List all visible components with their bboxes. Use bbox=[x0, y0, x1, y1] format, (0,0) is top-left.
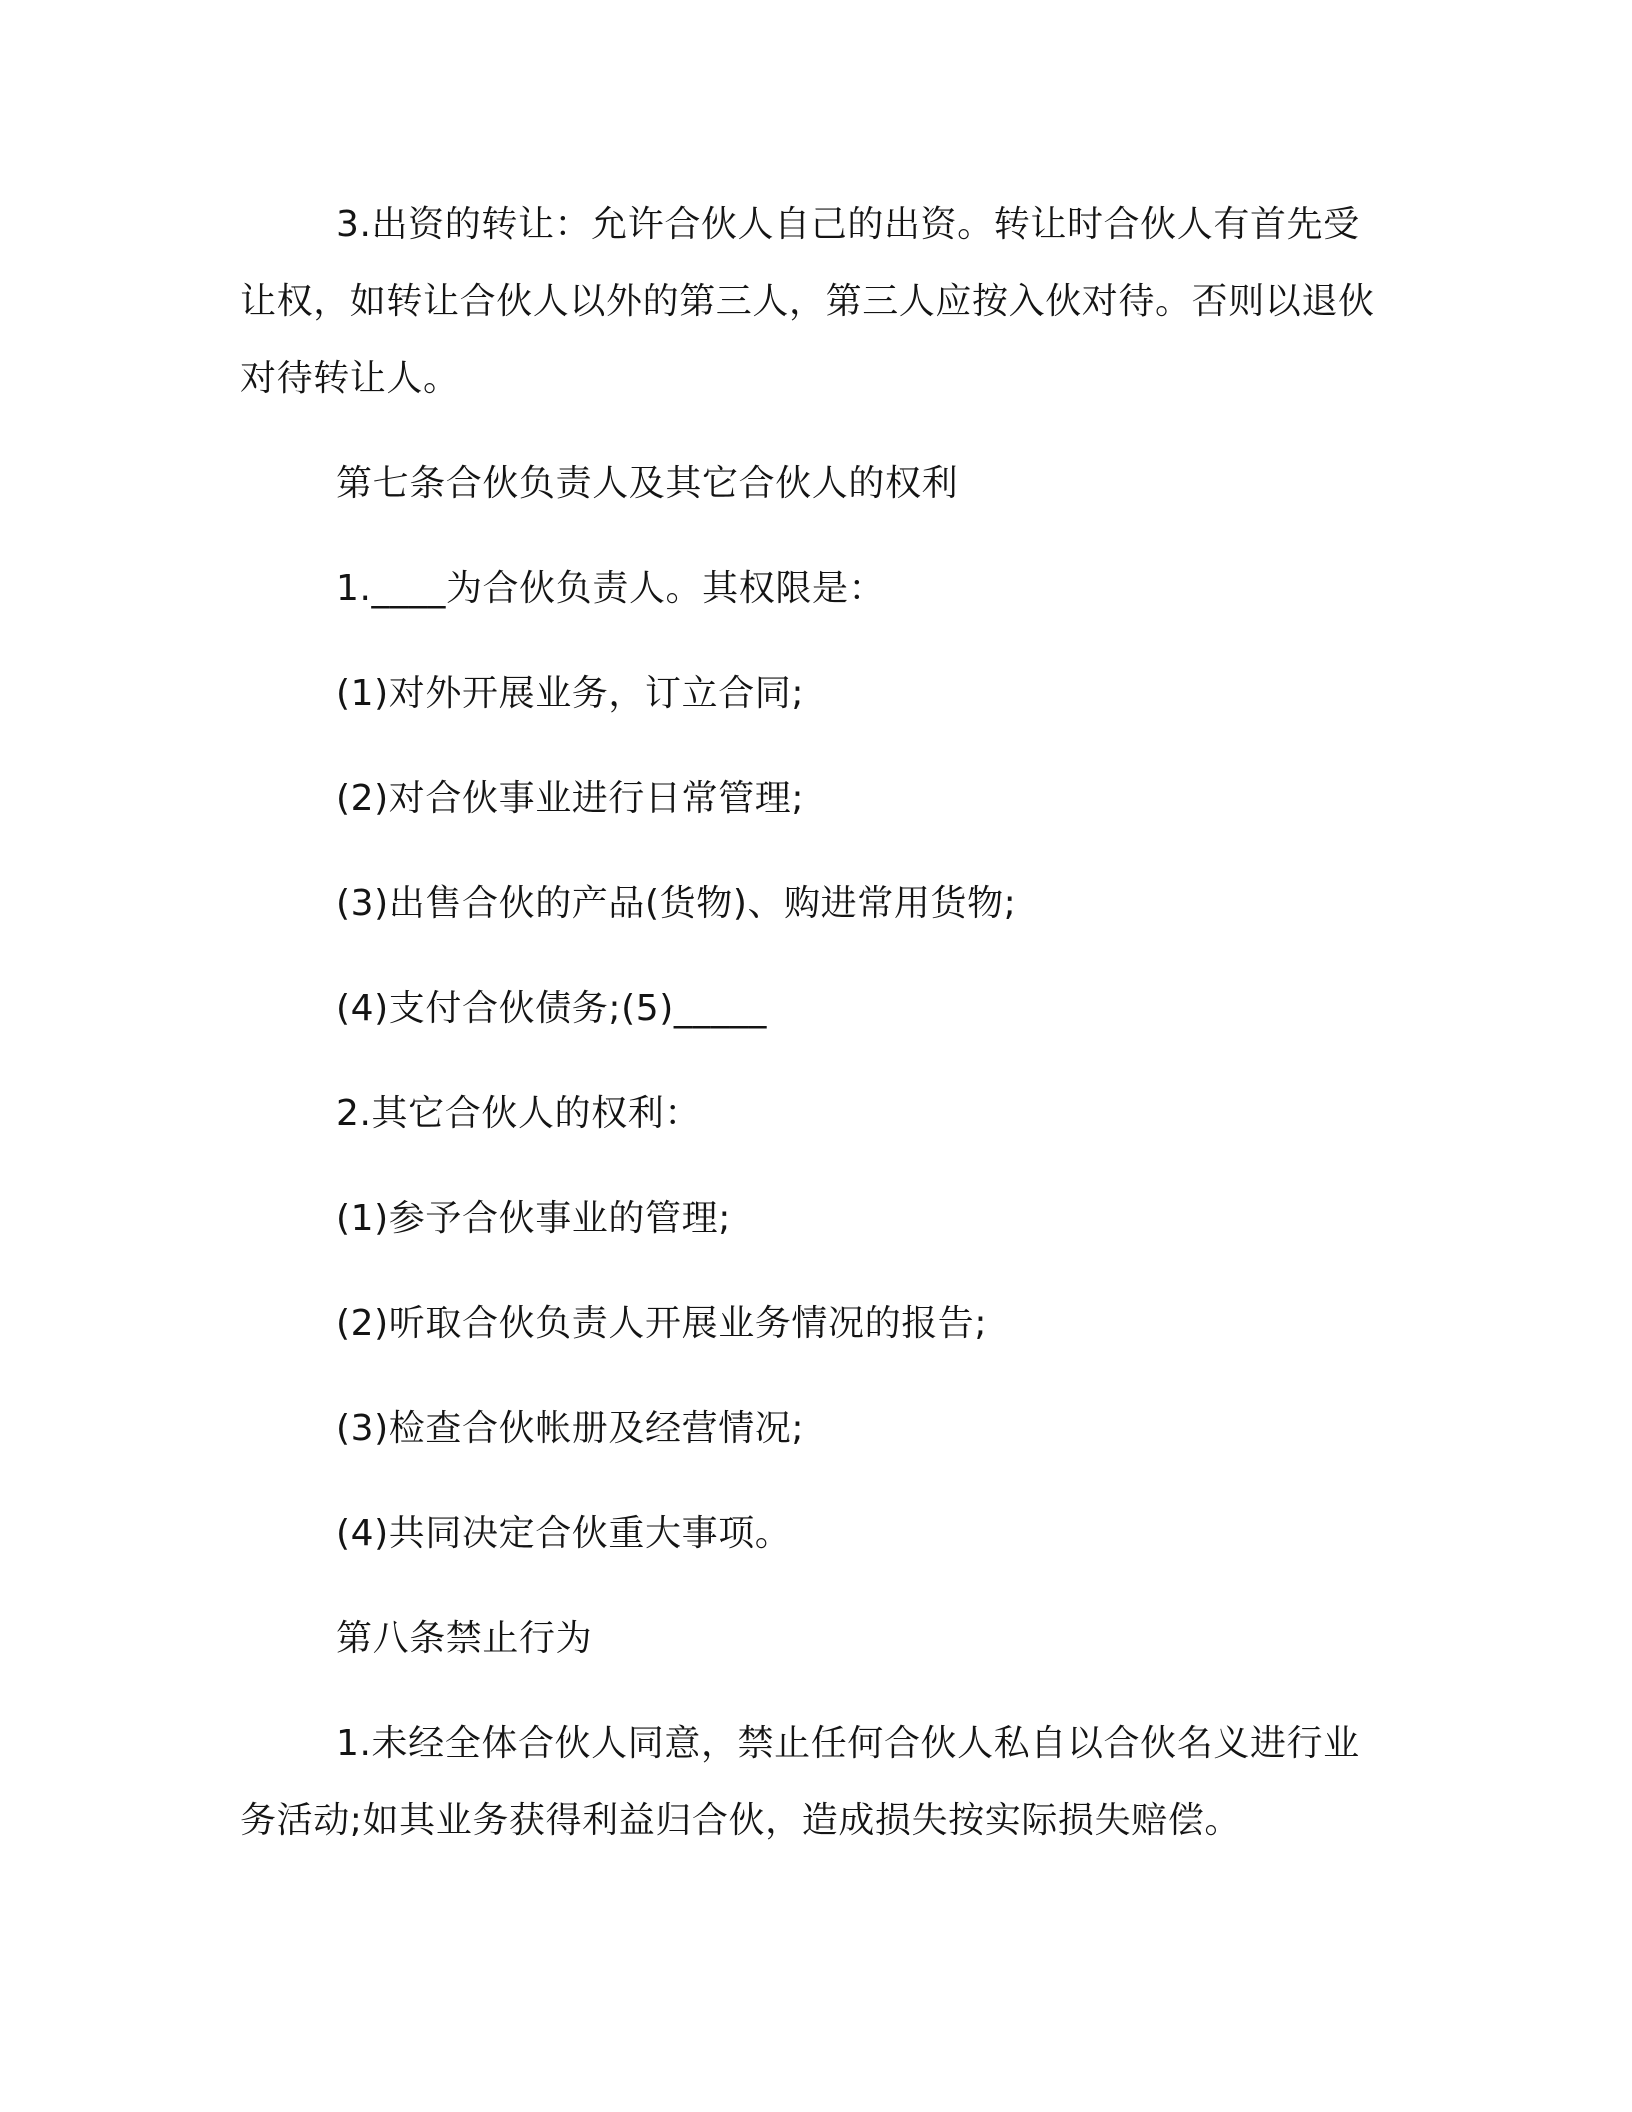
list-item: (3)出售合伙的产品(货物)、购进常用货物; bbox=[336, 883, 1017, 924]
list-item: (4)支付合伙债务;(5)_____ bbox=[336, 988, 767, 1029]
clause-prohibited-conduct: 1.未经全体合伙人同意，禁止任何合伙人私自以合伙名义进行业务活动;如其业务获得利益归合伙，造成损失按实际损失赔偿。 bbox=[240, 1723, 1360, 1841]
clause-responsible-partner: 1.____为合伙负责人。其权限是： bbox=[336, 568, 886, 609]
list-item: (2)对合伙事业进行日常管理; bbox=[336, 778, 805, 819]
list-item: (3)检查合伙帐册及经营情况; bbox=[336, 1408, 805, 1449]
list-item: (1)对外开展业务，订立合同; bbox=[336, 673, 805, 714]
list-item: (2)听取合伙负责人开展业务情况的报告; bbox=[336, 1303, 988, 1344]
article-7-heading: 第七条合伙负责人及其它合伙人的权利 bbox=[336, 463, 959, 504]
list-item: (4)共同决定合伙重大事项。 bbox=[336, 1513, 792, 1554]
article-8-heading: 第八条禁止行为 bbox=[336, 1618, 593, 1659]
clause-other-partners-rights: 2.其它合伙人的权利： bbox=[336, 1093, 701, 1134]
list-item: (1)参予合伙事业的管理; bbox=[336, 1198, 731, 1239]
document-body bbox=[240, 186, 1390, 1859]
clause-transfer-of-capital: 3.出资的转让：允许合伙人自己的出资。转让时合伙人有首先受让权，如转让合伙人以外的第三人，第三人应按入伙对待。否则以退伙对待转让人。 bbox=[240, 204, 1375, 399]
